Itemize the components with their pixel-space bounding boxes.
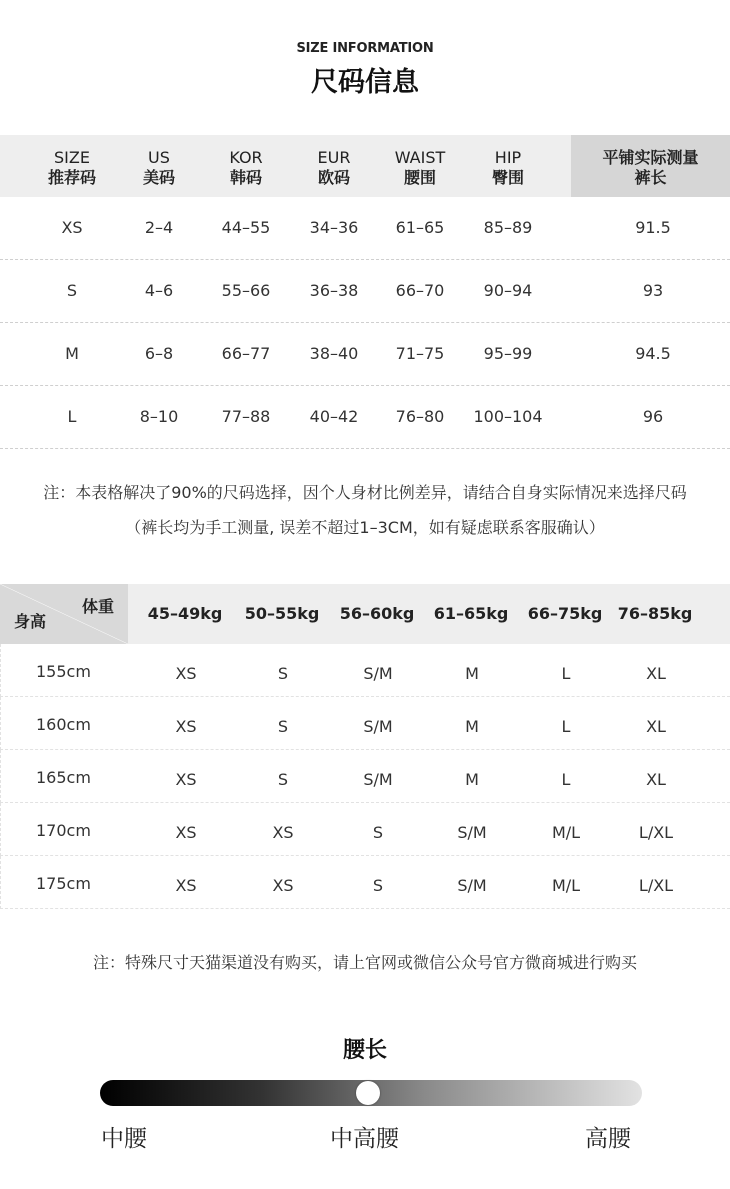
cell-hip: 85–89: [483, 218, 533, 237]
size-cell: S/M: [363, 717, 393, 736]
cell-waist: 76–80: [395, 407, 445, 426]
table-row: [0, 750, 730, 803]
col-header-en: EUR: [317, 148, 351, 167]
waist-indicator-dot: [356, 1081, 380, 1105]
cell-eur: 38–40: [309, 344, 359, 363]
cell-hip: 90–94: [483, 281, 533, 300]
table-corner-cell: [0, 584, 128, 644]
cell-kor: 66–77: [221, 344, 271, 363]
table-row: [0, 856, 730, 909]
cell-length: 96: [642, 407, 664, 426]
cell-waist: 61–65: [395, 218, 445, 237]
cell-eur: 36–38: [309, 281, 359, 300]
col-header-en: WAIST: [394, 148, 446, 167]
table-row: [0, 803, 730, 856]
size-cell: M: [465, 717, 479, 736]
table-row: [0, 197, 730, 260]
cell-length: 91.5: [635, 218, 671, 237]
size-cell: XS: [175, 664, 197, 683]
size-cell: M: [465, 770, 479, 789]
height-label: 155cm: [36, 662, 91, 681]
table-row: [0, 323, 730, 386]
size-cell: S/M: [363, 770, 393, 789]
col-header-length: [571, 135, 730, 197]
weight-header: 76–85kg: [617, 604, 693, 623]
size-cell: XS: [175, 717, 197, 736]
size-cell: L/XL: [638, 823, 674, 842]
size-cell: XS: [175, 823, 197, 842]
size-cell: S: [277, 770, 289, 789]
col-header-waist: [395, 148, 446, 188]
col-header-cn: 韩码: [229, 168, 263, 187]
col-header-eur: [318, 148, 351, 188]
weight-header: 50–55kg: [244, 604, 320, 623]
weight-header: 61–65kg: [433, 604, 509, 623]
cell-length: 94.5: [635, 344, 671, 363]
cell-us: 2–4: [144, 218, 174, 237]
cell-length: 93: [642, 281, 664, 300]
col-header-length-line1: 平铺实际测量: [602, 148, 699, 167]
cell-waist: 71–75: [395, 344, 445, 363]
size-cell: M: [465, 664, 479, 683]
size-cell: S: [277, 664, 289, 683]
size-cell: XL: [646, 664, 666, 683]
size-note: 注：本表格解决了90%的尺码选择，因个人身材比例差异，请结合自身实际情况来选择尺码: [43, 483, 687, 502]
cell-eur: 34–36: [309, 218, 359, 237]
table-row: [0, 644, 730, 697]
col-header-en: KOR: [229, 148, 263, 167]
col-header-us: [143, 148, 175, 188]
size-cell: S: [372, 876, 384, 895]
size-cell: XS: [175, 770, 197, 789]
size-cell: XL: [646, 717, 666, 736]
purchase-note: 注：特殊尺寸天猫渠道没有购买，请上官网或微信公众号官方微商城进行购买: [92, 953, 637, 972]
col-header-kor: [229, 148, 262, 188]
cell-size: M: [65, 344, 79, 363]
page-title: 尺码信息: [311, 67, 419, 98]
weight-header: 56–60kg: [339, 604, 415, 623]
col-header-en: HIP: [494, 148, 522, 167]
waist-label-mid: 中腰: [101, 1126, 147, 1152]
cell-kor: 77–88: [221, 407, 271, 426]
corner-height-label: 身高: [14, 612, 47, 631]
col-header-hip: [492, 148, 524, 188]
col-header-length-line2: 裤长: [634, 168, 667, 187]
col-header-cn: 推荐码: [47, 168, 97, 187]
measurement-note: （裤长均为手工测量, 误差不超过1–3CM，如有疑虑联系客服确认）: [125, 518, 605, 537]
col-header-cn: 臀围: [491, 168, 525, 187]
height-label: 160cm: [36, 715, 91, 734]
col-header-size: [48, 148, 96, 188]
size-cell: M/L: [551, 823, 581, 842]
weight-header-row: [0, 584, 730, 644]
cell-eur: 40–42: [309, 407, 359, 426]
table-row: [0, 386, 730, 449]
table-row: [0, 697, 730, 750]
height-label: 175cm: [36, 874, 91, 893]
cell-us: 6–8: [144, 344, 174, 363]
cell-us: 8–10: [139, 407, 179, 426]
cell-size: XS: [61, 218, 83, 237]
title-english: SIZE INFORMATION: [296, 41, 434, 56]
size-cell: L: [561, 664, 571, 683]
weight-header: 45–49kg: [147, 604, 223, 623]
col-header-en: SIZE: [54, 148, 90, 167]
weight-height-table: [0, 584, 730, 909]
col-header-cn: 腰围: [403, 168, 437, 187]
size-cell: S/M: [457, 823, 487, 842]
cell-size: L: [67, 407, 77, 426]
cell-us: 4–6: [144, 281, 174, 300]
size-cell: S: [372, 823, 384, 842]
col-header-en: US: [148, 148, 170, 167]
size-cell: S: [277, 717, 289, 736]
height-label: 170cm: [36, 821, 91, 840]
size-cell: XS: [175, 876, 197, 895]
size-cell: S/M: [363, 664, 393, 683]
size-table: [0, 135, 730, 449]
cell-kor: 55–66: [221, 281, 271, 300]
size-cell: XL: [646, 770, 666, 789]
size-table-header: [0, 135, 730, 197]
table-row: [0, 260, 730, 323]
weight-header: 66–75kg: [527, 604, 603, 623]
waist-label-mid-high: 中高腰: [330, 1126, 399, 1152]
size-cell: L/XL: [638, 876, 674, 895]
height-label: 165cm: [36, 768, 91, 787]
cell-size: S: [66, 281, 78, 300]
corner-weight-label: 体重: [81, 597, 114, 616]
col-header-cn: 欧码: [317, 168, 350, 187]
cell-hip: 100–104: [473, 407, 543, 426]
waist-length-title: 腰长: [342, 1038, 387, 1063]
cell-waist: 66–70: [395, 281, 445, 300]
cell-kor: 44–55: [221, 218, 271, 237]
size-cell: L: [561, 717, 571, 736]
size-cell: M/L: [551, 876, 581, 895]
size-cell: S/M: [457, 876, 487, 895]
waist-label-high: 高腰: [585, 1126, 631, 1152]
size-cell: XS: [272, 876, 294, 895]
size-cell: XS: [272, 823, 294, 842]
col-header-cn: 美码: [142, 168, 176, 187]
cell-hip: 95–99: [483, 344, 533, 363]
size-cell: L: [561, 770, 571, 789]
